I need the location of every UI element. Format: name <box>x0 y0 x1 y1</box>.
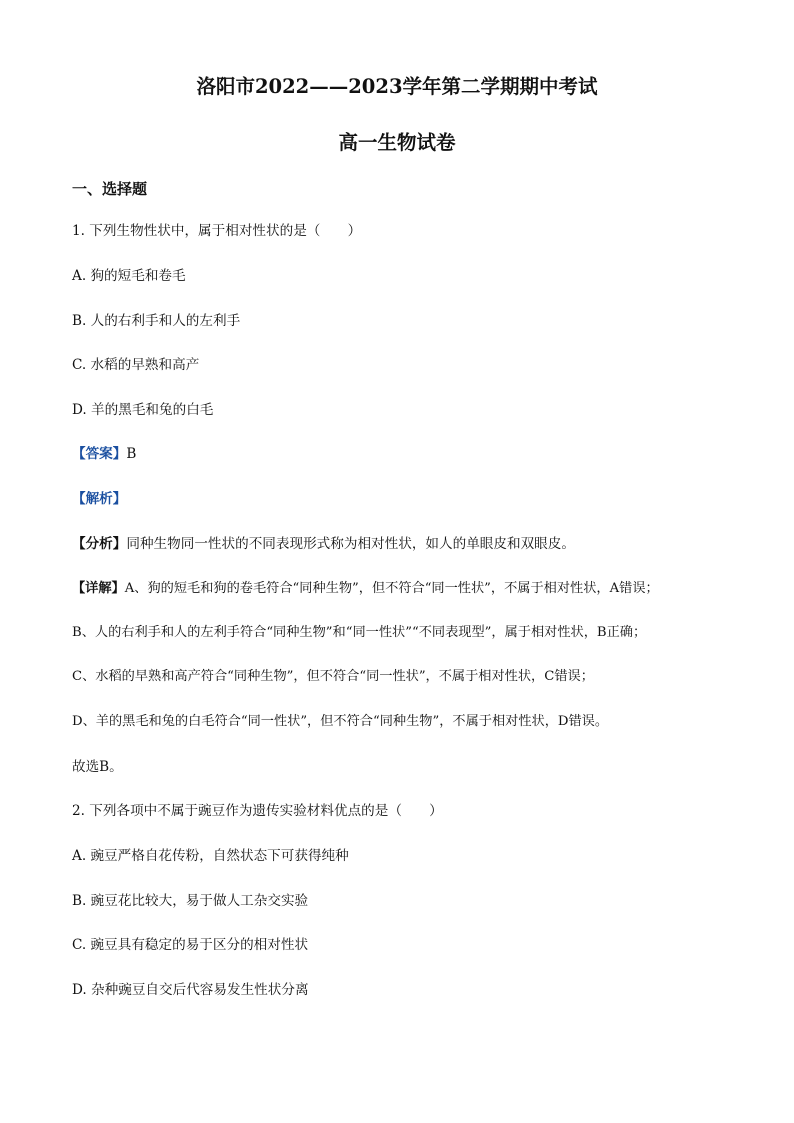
analysis-heading <box>72 490 126 508</box>
analysis-label: 【分析】 <box>72 536 127 552</box>
detail-line-b: B、人的右利手和人的左利手符合“同种生物”和“同一性状”“不同表现型”，属于相对性状，B正确； <box>72 625 647 640</box>
question-1-option-b: B. 人的右利手和人的左利手 <box>72 313 241 329</box>
exam-subtitle: 高一生物试卷 <box>338 131 456 154</box>
section-heading: 一、选择题 <box>72 180 148 198</box>
detail-line-a <box>72 580 659 598</box>
question-1-option-d: D. 羊的黑毛和兔的白毛 <box>72 402 214 418</box>
conclusion-line: 故选B。 <box>72 759 123 775</box>
analysis-tag: 【解析】 <box>72 491 127 507</box>
answer-tag: 【答案】 <box>72 446 127 462</box>
exam-title: 洛阳市2022——2023学年第二学期期中考试 <box>196 75 598 98</box>
question-2-option-c: C. 豌豆具有稳定的易于区分的相对性状 <box>72 937 309 953</box>
detail-label: 【详解】 <box>72 581 125 596</box>
question-1-option-c: C. 水稻的早熟和高产 <box>72 357 200 373</box>
question-1-option-a: A. 狗的短毛和卷毛 <box>72 268 186 284</box>
analysis-text: 同种生物同一性状的不同表现形式称为相对性状，如人的单眼皮和双眼皮。 <box>126 536 575 552</box>
question-1-stem: 1. 下列生物性状中，属于相对性状的是（ ） <box>72 223 362 239</box>
answer-value: B <box>126 446 137 462</box>
question-2-option-a: A. 豌豆严格自花传粉，自然状态下可获得纯种 <box>72 848 349 864</box>
answer-line <box>72 445 136 463</box>
detail-line-d: D、羊的黑毛和兔的白毛符合“同一性状”，但不符合“同种生物”，不属于相对性状，D错误。 <box>72 714 609 729</box>
question-2-option-b: B. 豌豆花比较大，易于做人工杂交实验 <box>72 893 309 909</box>
question-2-option-d: D. 杂种豌豆自交后代容易发生性状分离 <box>72 982 309 998</box>
question-2-stem: 2. 下列各项中不属于豌豆作为遗传实验材料优点的是（ ） <box>72 803 443 819</box>
detail-line-c: C、水稻的早熟和高产符合“同种生物”，但不符合“同一性状”，不属于相对性状，C错误； <box>72 669 594 684</box>
analysis-line <box>72 535 575 553</box>
detail-text-a: A、狗的短毛和狗的卷毛符合“同种生物”，但不符合“同一性状”，不属于相对性状，A错误； <box>124 581 659 596</box>
